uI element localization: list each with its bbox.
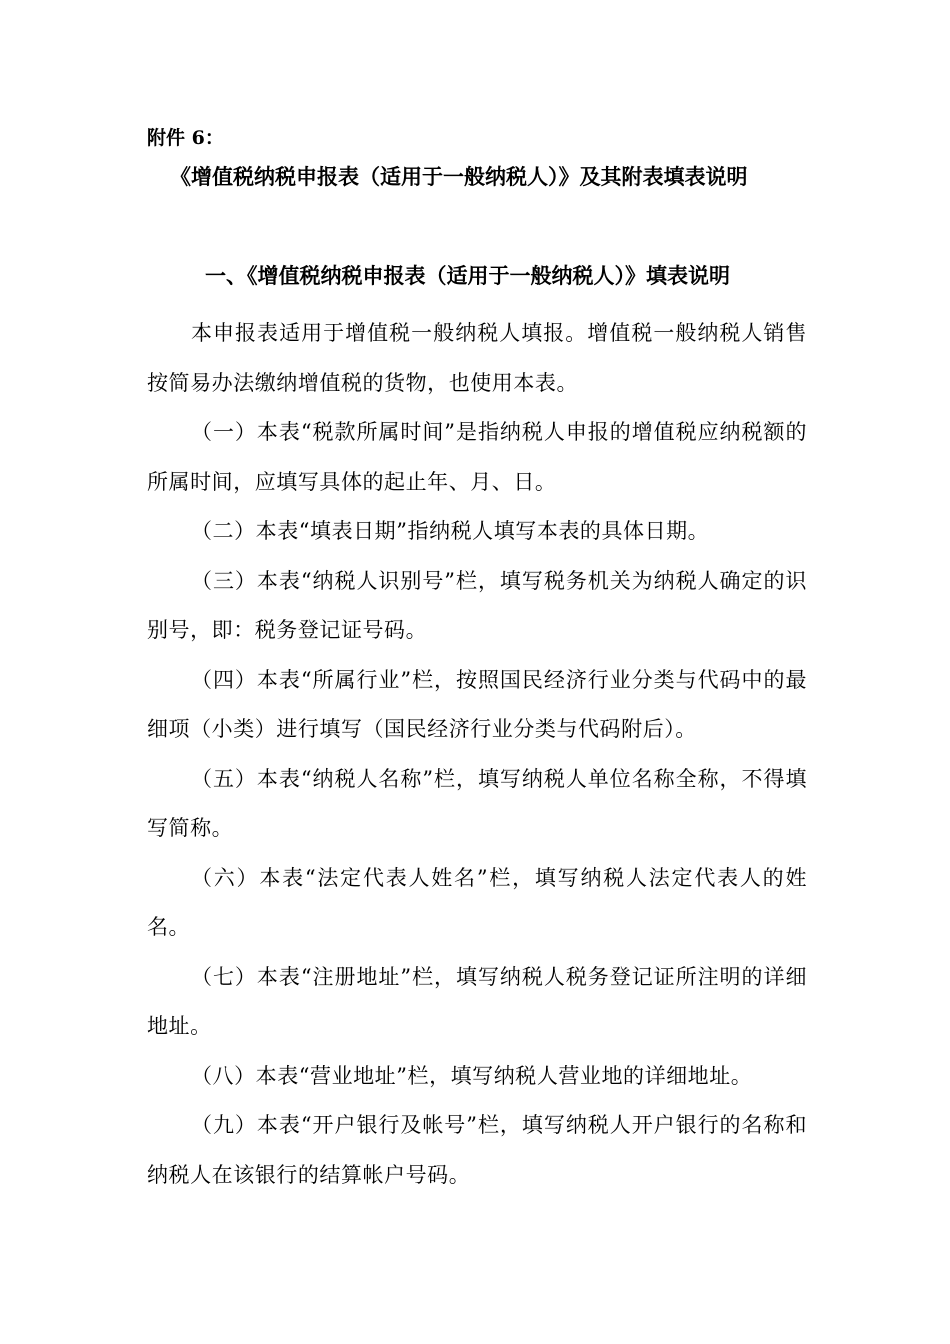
document-title: 《增值税纳税申报表（适用于一般纳税人）》及其附表填表说明 (170, 164, 748, 189)
paragraph-intro: 本申报表适用于增值税一般纳税人填报。增值税一般纳税人销售按简易办法缴纳增值税的货物，也使用本表。 (147, 321, 807, 395)
section-heading: 一、《增值税纳税申报表（适用于一般纳税人）》填表说明 (205, 263, 730, 288)
paragraph-item-3: （三）本表“纳税人识别号”栏，填写税务机关为纳税人确定的识别号，即：税务登记证号码。 (147, 568, 807, 642)
paragraph-item-2: （二）本表“填表日期”指纳税人填写本表的具体日期。 (191, 519, 710, 543)
document-body (147, 309, 807, 1200)
paragraph-item-5: （五）本表“纳税人名称”栏，填写纳税人单位名称全称，不得填写简称。 (147, 766, 807, 840)
paragraph-item-1: （一）本表“税款所属时间”是指纳税人申报的增值税应纳税额的所属时间，应填写具体的起止年、月、日。 (147, 420, 807, 494)
paragraph-item-7: （七）本表“注册地址”栏，填写纳税人税务登记证所注明的详细地址。 (147, 964, 807, 1038)
paragraph-item-9: （九）本表“开户银行及帐号”栏，填写纳税人开户银行的名称和纳税人在该银行的结算帐户号码。 (147, 1113, 807, 1187)
paragraph-item-8: （八）本表“营业地址”栏，填写纳税人营业地的详细地址。 (191, 1063, 753, 1088)
paragraph-item-4: （四）本表“所属行业”栏，按照国民经济行业分类与代码中的最细项（小类）进行填写（国民经济行业分类与代码附后）。 (147, 667, 807, 741)
paragraph-item-6: （六）本表“法定代表人姓名”栏，填写纳税人法定代表人的姓名。 (147, 865, 807, 939)
attachment-label: 附件 6： (147, 127, 224, 149)
